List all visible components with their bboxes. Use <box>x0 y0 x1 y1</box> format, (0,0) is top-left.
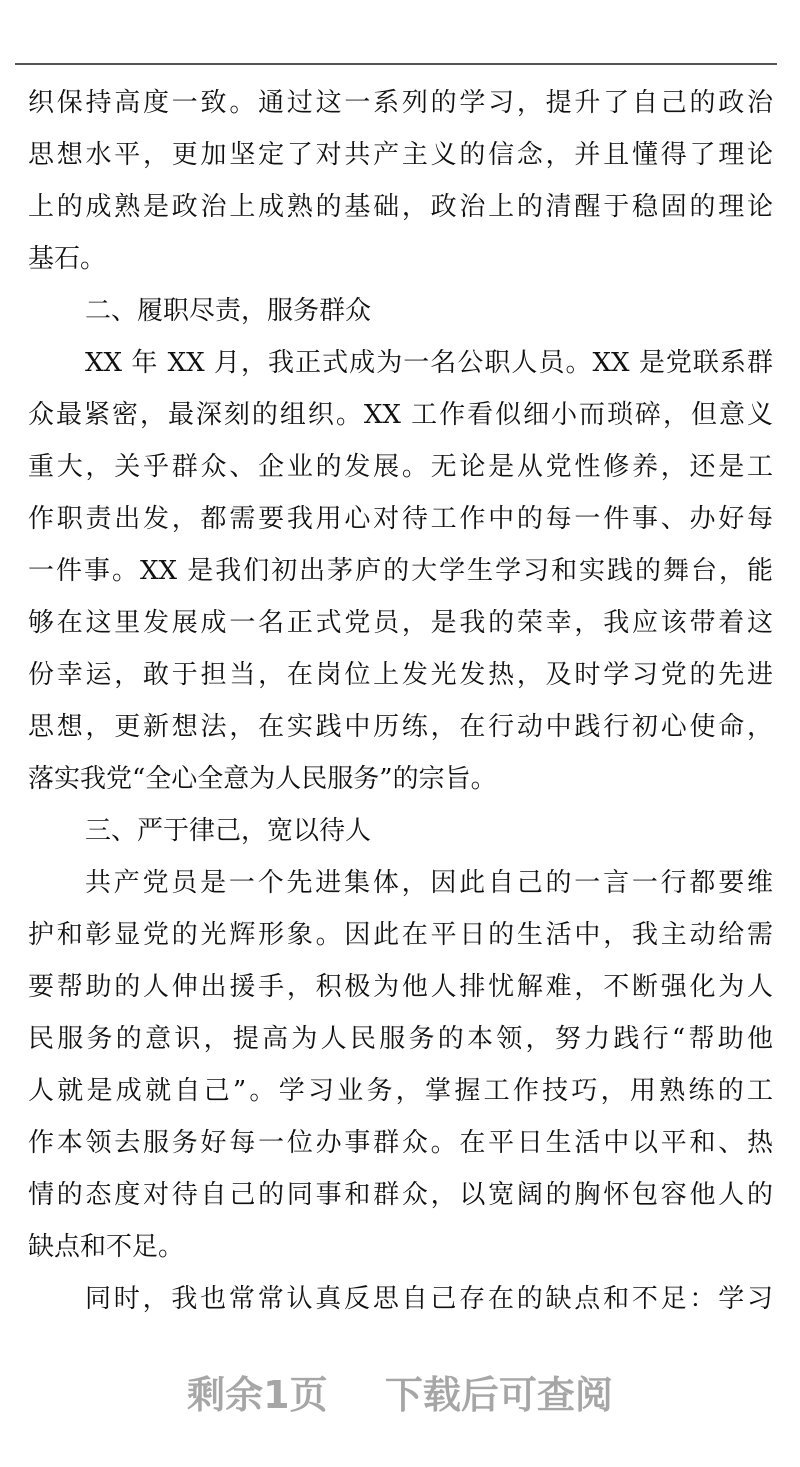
text-line: 众最紧密，最深刻的组织。XX 工作看似细小而琐碎，但意义 <box>28 400 773 430</box>
text-line: 思想水平，更加坚定了对共产主义的信念，并且懂得了理论 <box>28 140 773 170</box>
text-line: 要帮助的人伸出援手，积极为他人排忧解难，不断强化为人 <box>28 972 773 1002</box>
download-prompt[interactable] <box>0 1364 800 1419</box>
text-line: 一件事。XX 是我们初出茅庐的大学生学习和实践的舞台，能 <box>28 556 773 586</box>
text-line: 情的态度对待自己的同事和群众，以宽阔的胸怀包容他人的 <box>28 1180 773 1210</box>
text-line: 民服务的意识，提高为人民服务的本领，努力践行“帮助他 <box>28 1024 773 1054</box>
text-line: 够在这里发展成一名正式党员，是我的荣幸，我应该带着这 <box>28 608 773 638</box>
text-line: 份幸运，敢于担当，在岗位上发光发热，及时学习党的先进 <box>28 660 773 690</box>
text-line: 同时，我也常常认真反思自己存在的缺点和不足：学习 <box>85 1284 773 1314</box>
text-line: 人就是成就自己”。学习业务，掌握工作技巧，用熟练的工 <box>28 1076 773 1106</box>
text-line: 上的成熟是政治上成熟的基础，政治上的清醒于稳固的理论 <box>28 192 773 222</box>
section-heading: 二、履职尽责，服务群众 <box>85 296 372 326</box>
text-line: 基石。 <box>28 244 107 274</box>
text-line: 共产党员是一个先进集体，因此自己的一言一行都要维 <box>85 868 773 898</box>
document-body <box>28 77 773 1325</box>
text-line: XX 年 XX 月，我正式成为一名公职人员。XX 是党联系群 <box>85 348 773 378</box>
text-line: 作职责出发，都需要我用心对待工作中的每一件事、办好每 <box>28 504 773 534</box>
text-line: 思想，更新想法，在实践中历练，在行动中践行初心使命， <box>28 712 773 742</box>
header-rule <box>15 63 777 65</box>
text-line: 重大，关乎群众、企业的发展。无论是从党性修养，还是工 <box>28 452 773 482</box>
text-line: 护和彰显党的光辉形象。因此在平日的生活中，我主动给需 <box>28 920 773 950</box>
section-heading: 三、严于律己，宽以待人 <box>85 816 372 846</box>
text-line: 作本领去服务好每一位办事群众。在平日生活中以平和、热 <box>28 1128 773 1158</box>
text-line: 落实我党“全心全意为人民服务”的宗旨。 <box>28 764 497 794</box>
remaining-pages-label: 剩余1页 <box>187 1373 328 1417</box>
text-line: 缺点和不足。 <box>28 1232 185 1262</box>
download-to-view-label: 下载后可查阅 <box>384 1373 613 1417</box>
text-line: 织保持高度一致。通过这一系列的学习，提升了自己的政治 <box>28 88 773 118</box>
